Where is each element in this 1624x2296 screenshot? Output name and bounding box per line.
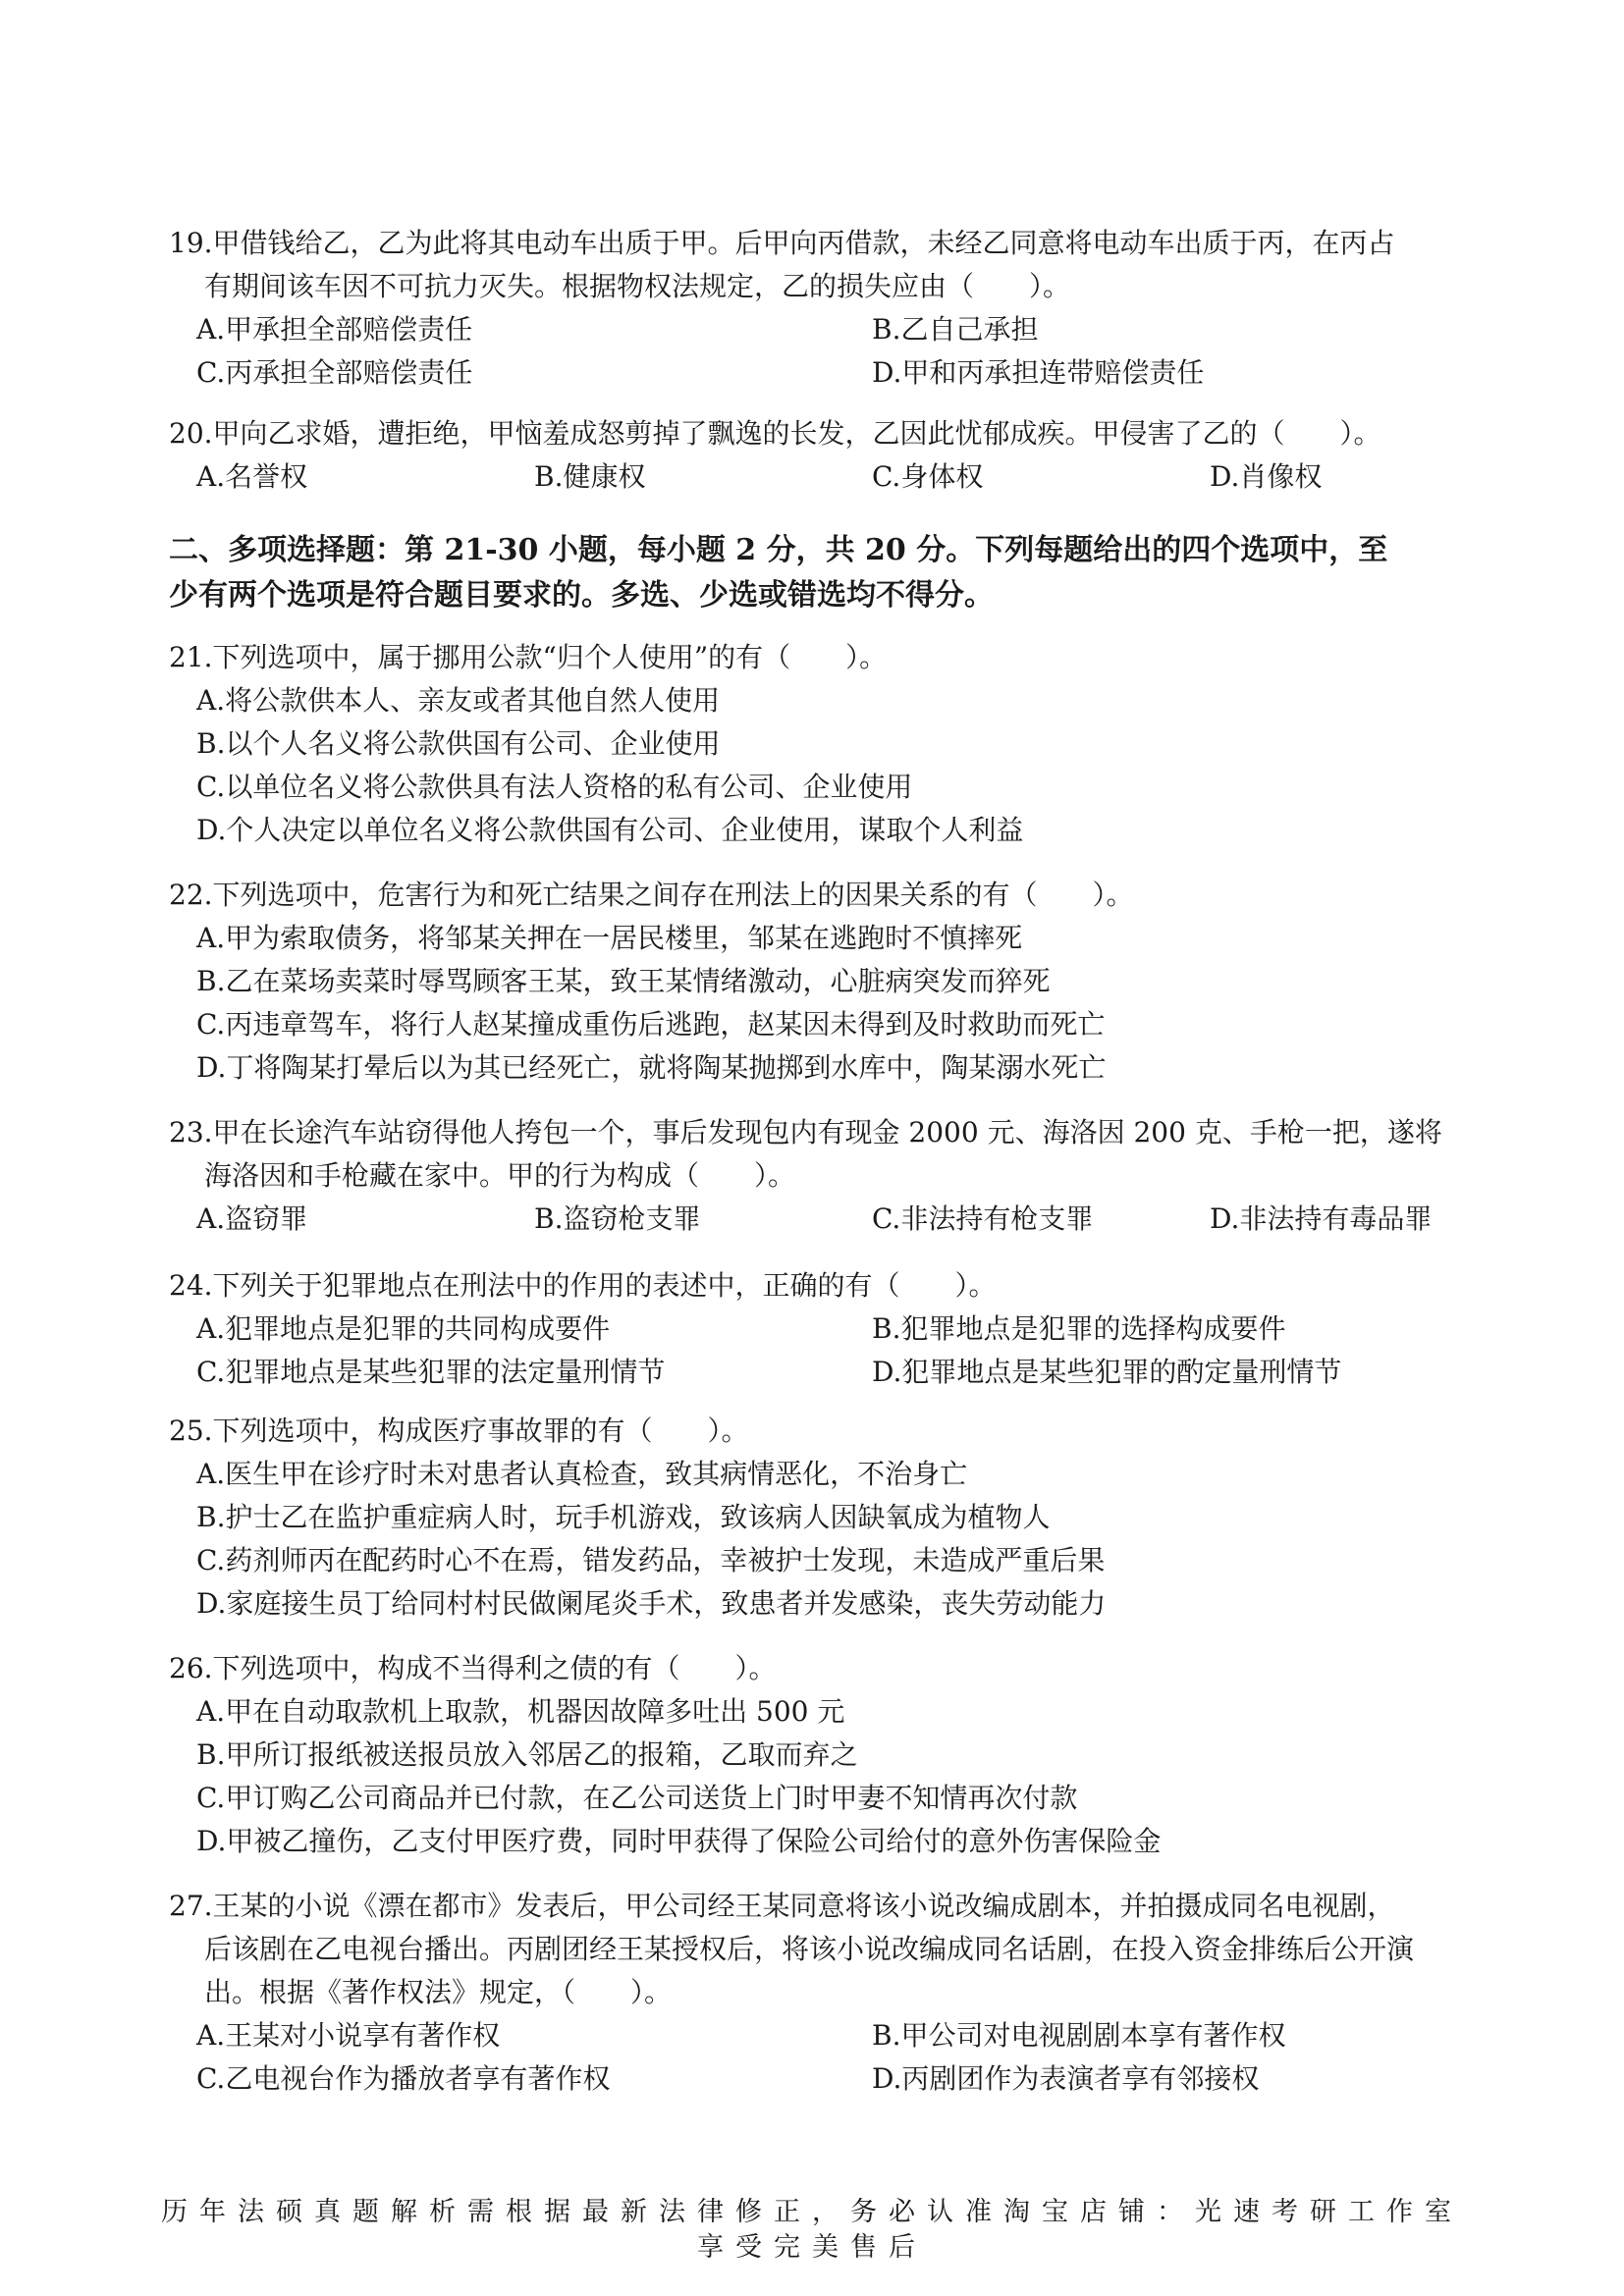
option-d: D.个人决定以单位名义将公款供国有公司、企业使用，谋取个人利益 (196, 814, 1024, 846)
option-d: D.甲被乙撞伤，乙支付甲医疗费，同时甲获得了保险公司给付的意外伤害保险金 (196, 1825, 1162, 1857)
option-row (169, 351, 1485, 395)
option-b: B.健康权 (534, 460, 646, 493)
question-stem: 20.甲向乙求婚，遭拒绝，甲恼羞成怒剪掉了飘逸的长发，乙因此忧郁成疾。甲侵害了乙的（ ）。 (169, 417, 1381, 450)
question-stem: 21.下列选项中，属于挪用公款“归个人使用”的有（ ）。 (169, 641, 888, 673)
option-row (169, 308, 1485, 351)
option-a: A.甲在自动取款机上取款，机器因故障多吐出 500 元 (196, 1695, 845, 1728)
option-a: A.王某对小说享有著作权 (196, 2019, 501, 2052)
option-b: B.乙自己承担 (872, 313, 1039, 346)
question-stem-continued: 后该剧在乙电视台播出。丙剧团经王某授权后，将该小说改编成同名话剧，在投入资金排练后公开演 (204, 1933, 1415, 1965)
footer-line: 历年法硕真题解析需根据最新法律修正，务必认准淘宝店铺：光速考研工作室 (161, 2197, 1463, 2227)
option-d: D.家庭接生员丁给同村村民做阑尾炎手术，致患者并发感染，丧失劳动能力 (196, 1587, 1107, 1620)
question-25 (169, 1410, 1485, 1626)
option-b: B.犯罪地点是犯罪的选择构成要件 (872, 1312, 1286, 1345)
option-c: C.身体权 (872, 460, 984, 493)
option-d: D.丁将陶某打晕后以为其已经死亡，就将陶某抛掷到水库中，陶某溺水死亡 (196, 1051, 1107, 1084)
option-b: B.甲所订报纸被送报员放入邻居乙的报箱，乙取而弃之 (196, 1738, 858, 1771)
question-24 (169, 1264, 1485, 1394)
option-a: A.甲为索取债务，将邹某关押在一居民楼里，邹某在逃跑时不慎摔死 (196, 922, 1023, 954)
option-b: B.盗窃枪支罪 (534, 1202, 701, 1235)
option-c: C.非法持有枪支罪 (872, 1202, 1094, 1235)
option-a: A.甲承担全部赔偿责任 (196, 313, 473, 346)
footer-notice (98, 2195, 1526, 2266)
option-row (169, 1351, 1485, 1394)
question-20 (169, 412, 1485, 499)
option-c: C.甲订购乙公司商品并已付款，在乙公司送货上门时甲妻不知情再次付款 (196, 1782, 1078, 1814)
option-row (169, 1198, 1485, 1241)
question-26 (169, 1647, 1485, 1863)
option-row (169, 1308, 1485, 1351)
question-23 (169, 1111, 1485, 1241)
option-c: C.丙承担全部赔偿责任 (196, 356, 473, 389)
option-row (169, 2014, 1485, 2057)
question-stem: 19.甲借钱给乙，乙为此将其电动车出质于甲。后甲向丙借款，未经乙同意将电动车出质于丙，在丙占 (169, 227, 1395, 259)
option-d: D.甲和丙承担连带赔偿责任 (872, 356, 1205, 389)
option-a: A.医生甲在诊疗时未对患者认真检查，致其病情恶化，不治身亡 (196, 1458, 968, 1490)
section-heading-line: 少有两个选项是符合题目要求的。多选、少选或错选均不得分。 (169, 578, 994, 613)
option-b: B.以个人名义将公款供国有公司、企业使用 (196, 727, 721, 760)
question-stem: 25.下列选项中，构成医疗事故罪的有（ ）。 (169, 1415, 749, 1447)
section-heading-line: 二、多项选择题：第 21-30 小题，每小题 2 分，共 20 分。下列每题给出的四个选项中，至 (169, 533, 1388, 567)
question-stem-continued: 出。根据《著作权法》规定，（ ）。 (204, 1976, 673, 2008)
option-a: A.犯罪地点是犯罪的共同构成要件 (196, 1312, 611, 1345)
question-stem: 24.下列关于犯罪地点在刑法中的作用的表述中，正确的有（ ）。 (169, 1269, 997, 1302)
option-c: C.丙违章驾车，将行人赵某撞成重伤后逃跑，赵某因未得到及时救助而死亡 (196, 1008, 1106, 1041)
option-row (169, 2057, 1485, 2101)
option-a: A.盗窃罪 (196, 1202, 308, 1235)
option-d: D.犯罪地点是某些犯罪的酌定量刑情节 (872, 1356, 1342, 1388)
option-d: D.丙剧团作为表演者享有邻接权 (872, 2062, 1260, 2095)
footer-line: 享受完美售后 (697, 2232, 927, 2263)
question-22 (169, 874, 1485, 1090)
question-stem-continued: 海洛因和手枪藏在家中。甲的行为构成（ ）。 (204, 1159, 796, 1192)
section-heading (169, 528, 1475, 618)
option-row (169, 455, 1485, 499)
option-c: C.以单位名义将公款供具有法人资格的私有公司、企业使用 (196, 771, 913, 803)
option-c: C.犯罪地点是某些犯罪的法定量刑情节 (196, 1356, 666, 1388)
question-21 (169, 636, 1485, 852)
option-b: B.甲公司对电视剧剧本享有著作权 (872, 2019, 1286, 2052)
question-stem-continued: 有期间该车因不可抗力灭失。根据物权法规定，乙的损失应由（ ）。 (204, 270, 1071, 302)
question-27 (169, 1885, 1485, 2101)
question-stem: 22.下列选项中，危害行为和死亡结果之间存在刑法上的因果关系的有（ ）。 (169, 879, 1134, 911)
option-c: C.乙电视台作为播放者享有著作权 (196, 2062, 611, 2095)
question-stem: 26.下列选项中，构成不当得利之债的有（ ）。 (169, 1652, 777, 1684)
option-d: D.肖像权 (1210, 460, 1323, 493)
option-b: B.乙在菜场卖菜时辱骂顾客王某，致王某情绪激动，心脏病突发而猝死 (196, 965, 1051, 997)
option-d: D.非法持有毒品罪 (1210, 1202, 1433, 1235)
question-stem: 23.甲在长途汽车站窃得他人挎包一个，事后发现包内有现金 2000 元、海洛因 200 克、手枪一把，遂将 (169, 1116, 1442, 1148)
option-a: A.将公款供本人、亲友或者其他自然人使用 (196, 684, 721, 717)
option-a: A.名誉权 (196, 460, 308, 493)
question-19 (169, 222, 1485, 395)
option-c: C.药剂师丙在配药时心不在焉，错发药品，幸被护士发现，未造成严重后果 (196, 1544, 1106, 1576)
option-b: B.护士乙在监护重症病人时，玩手机游戏，致该病人因缺氧成为植物人 (196, 1501, 1051, 1533)
question-stem: 27.王某的小说《漂在都市》发表后，甲公司经王某同意将该小说改编成剧本，并拍摄成同名电视剧， (169, 1890, 1395, 1922)
